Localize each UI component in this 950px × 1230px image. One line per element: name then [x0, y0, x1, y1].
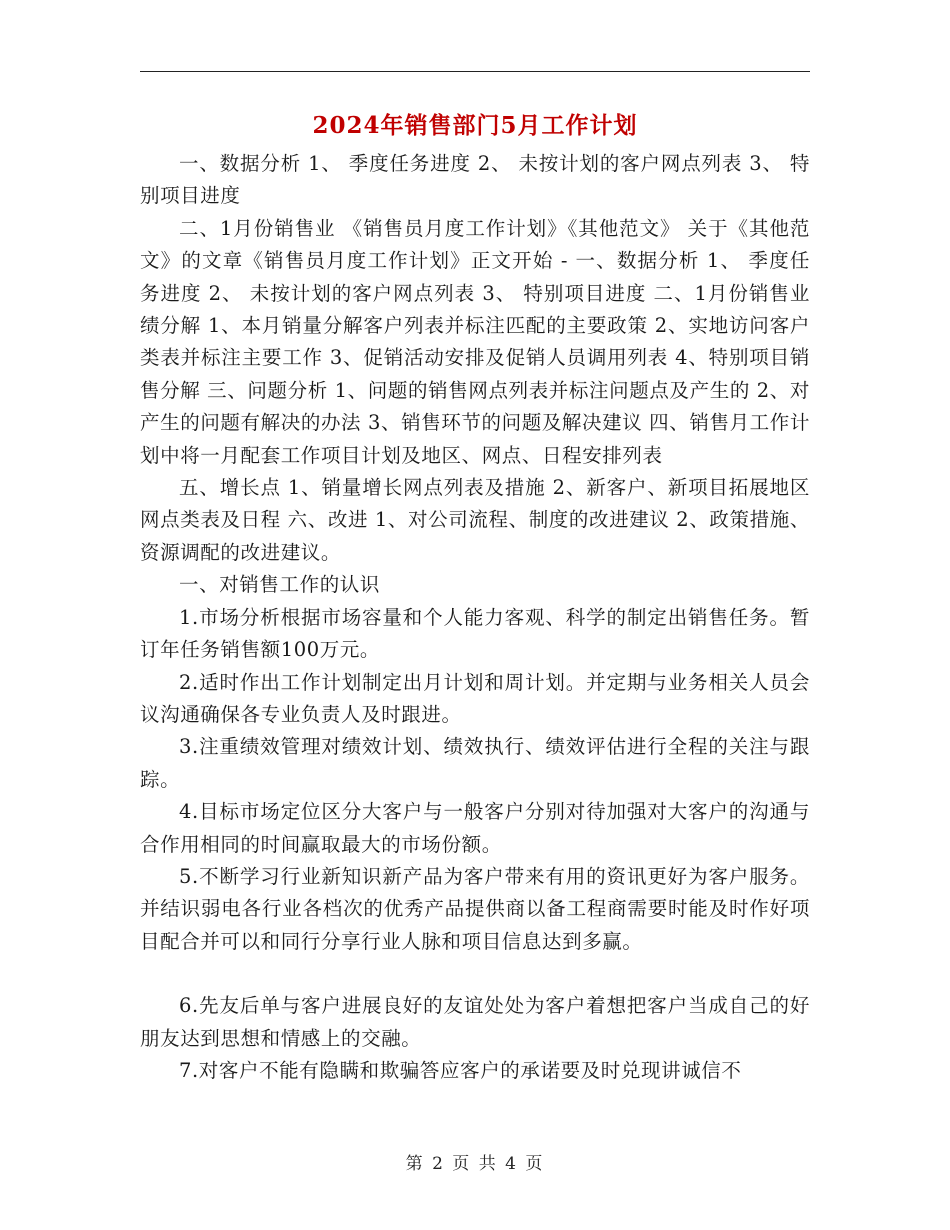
paragraph-3: 五、增长点 1、销量增长网点列表及措施 2、新客户、新项目拓展地区网点类表及日程 六、改进 1、对公司流程、制度的改进建议 2、政策措施、资源调配的改进建议。 — [140, 476, 810, 564]
document-body — [140, 148, 810, 1087]
header-rule — [140, 71, 810, 72]
paragraph-1: 一、数据分析 1、 季度任务进度 2、 未按计划的客户网点列表 3、 特别项目进度 — [140, 152, 810, 208]
paragraph-4: 一、对销售工作的认识 — [179, 573, 381, 597]
paragraph-9: 5.不断学习行业新知识新产品为客户带来有用的资讯更好为客户服务。并结识弱电各行业各档次的优秀产品提供商以备工程商需要时能及时作好项目配合并可以和同行分享行业人脉和项目信息达到多赢。 — [140, 864, 810, 953]
paragraph-8: 4.目标市场定位区分大客户与一般客户分别对待加强对大客户的沟通与合作用相同的时间赢取最大的市场份额。 — [140, 800, 810, 856]
paragraph-6: 2.适时作出工作计划制定出月计划和周计划。并定期与业务相关人员会议沟通确保各专业负责人及时跟进。 — [140, 670, 810, 726]
paragraph-2: 二、1月份销售业 《销售员月度工作计划》《其他范文》 关于《其他范文》的文章《销售员月度工作计划》正文开始 - 一、数据分析 1、 季度任务进度 2、 未按计划的客户网点列表 3、 特别项目进度 二、1月份销售业绩分解 1、本月销量分解客户列表并标注匹配的主要政策 2、实地访问客户类表并标注主要工作 3、促销活动安排及促销人员调用列表 4、特别项目销售分解 三、问题分析 1、问题的销售网点列表并标注问题点及产生的 2、对产生的问题有解决的办法 3、销售环节的问题及解决建议 四、销售月工作计划中将一月配套工作项目计划及地区、网点、日程安排列表 — [140, 216, 810, 467]
paragraph-10: 6.先友后单与客户进展良好的友谊处处为客户着想把客户当成自己的好朋友达到思想和情感上的交融。 — [140, 994, 810, 1050]
paragraph-11: 7.对客户不能有隐瞒和欺骗答应客户的承诺要及时兑现讲诚信不 — [179, 1058, 742, 1082]
paragraph-7: 3.注重绩效管理对绩效计划、绩效执行、绩效评估进行全程的关注与跟踪。 — [140, 735, 810, 791]
document-title: 2024年销售部门5月工作计划 — [312, 112, 638, 139]
page-footer: 第 2 页 共 4 页 — [405, 1154, 545, 1174]
paragraph-5: 1.市场分析根据市场容量和个人能力客观、科学的制定出销售任务。暂订年任务销售额100万元。 — [140, 605, 810, 662]
